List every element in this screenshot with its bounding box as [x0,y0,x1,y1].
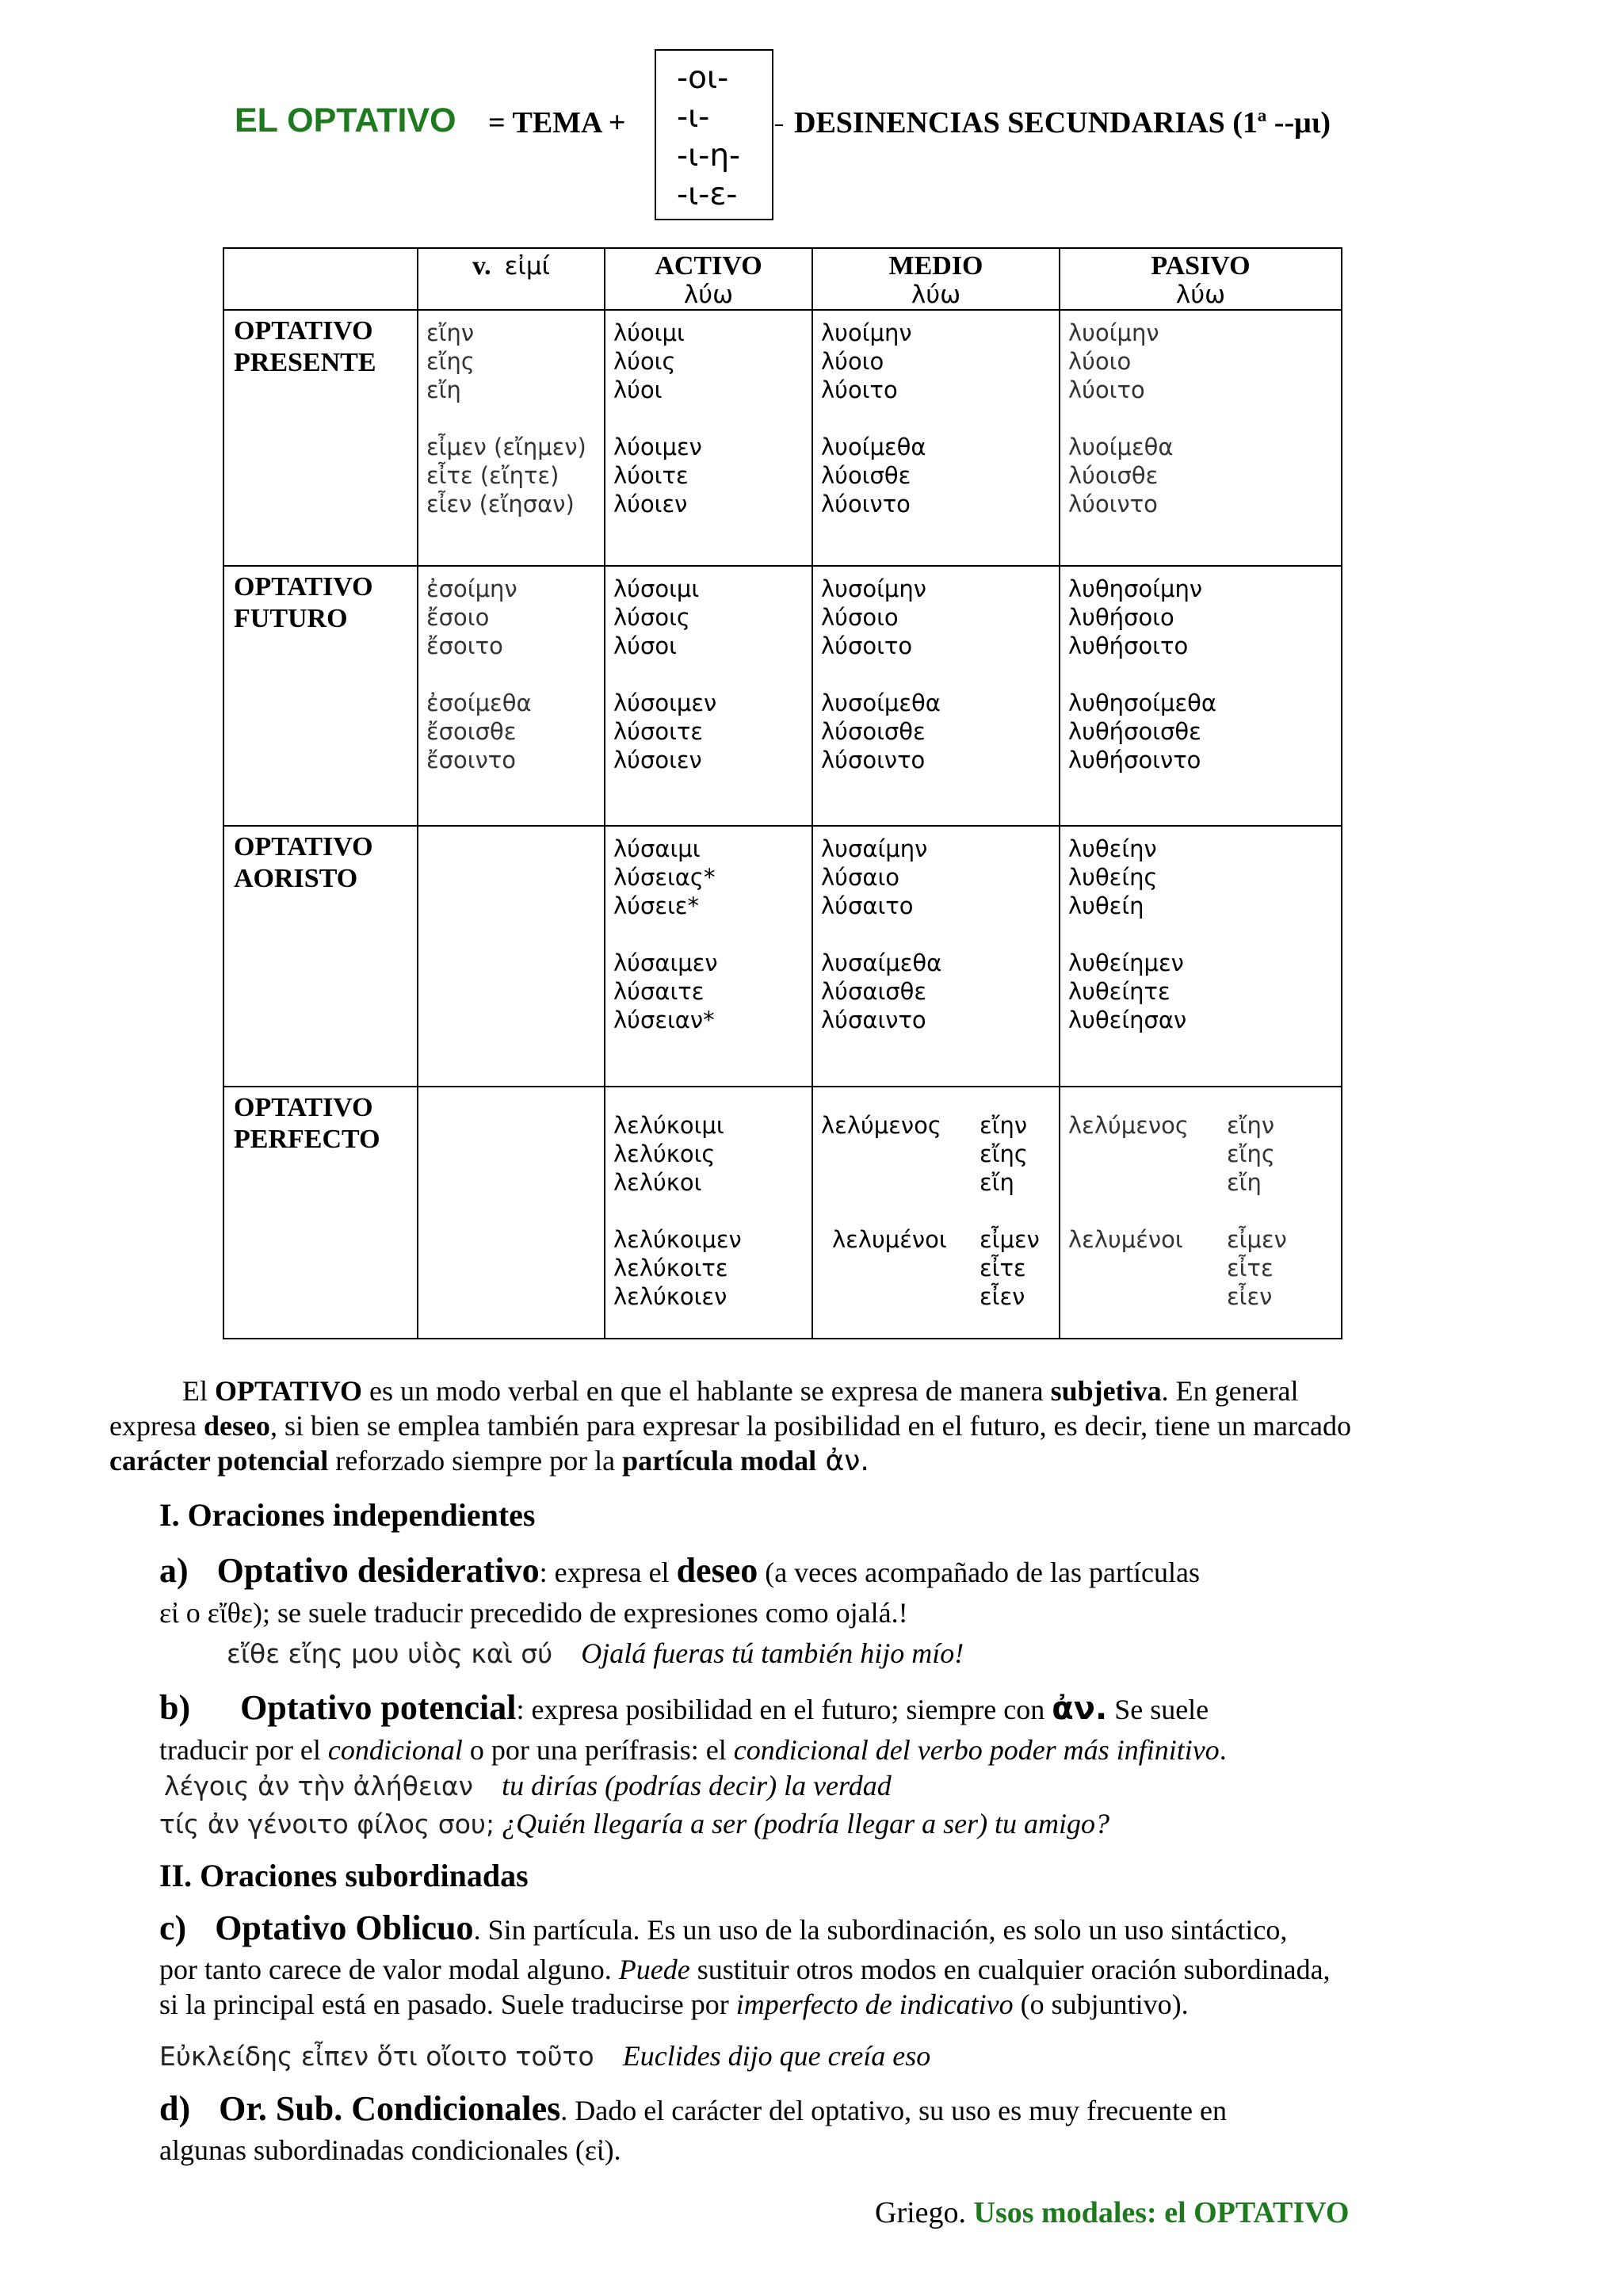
col-header-activo: ACTIVO λύω [605,248,812,310]
subsection-c: c) Optativo Oblicuo. Sin partícula. Es un uso de la subordinación, es solo un uso sintáctico, [159,1908,1288,1947]
stem-ie: -ι-η- [677,138,741,174]
subsection-b: b) Optativo potencial: expresa posibilidad en el futuro; siempre con ἀν. Se suele [159,1688,1209,1727]
row-heading: OPTATIVO AORISTO [223,826,418,1087]
subsection-d-line2: algunas subordinadas condicionales (εἰ). [159,2134,621,2166]
subsection-b-line2: traducir por el condicional o por una perífrasis: el condicional del verbo poder más infinitivo. [159,1734,1227,1766]
table-row [223,566,1342,826]
cell-activo: λύσοιμι λύσοις λύσοι λύσοιμεν λύσοιτε λύσοιεν [605,566,812,826]
cell-medio: λελύμενος εἴην εἴης εἴη λελυμένοι εἶμεν εἶτε εἶεν [812,1087,1060,1339]
title-dash [775,124,783,126]
cell-medio: λυσοίμην λύσοιο λύσοιτο λυσοίμεθα λύσοισθε λύσοιντο [812,566,1060,826]
table-row [223,310,1342,566]
example-potencial-2: τίς ἀν γένοιτο φίλος σου; ¿Quién llegaría a ser (podría llegar a ser) tu amigo? [159,1808,1110,1839]
subsection-c-line3: si la principal está en pasado. Suele traducirse por imperfecto de indicativo (o subjuntivo). [159,1988,1189,2020]
stem-ie2: -ι-ε- [677,177,738,212]
cell-pasivo: λυθείην λυθείης λυθείη λυθείημεν λυθείητε λυθείησαν [1060,826,1342,1087]
table-header-row [223,248,1342,310]
stem-oi: -οι- [677,60,729,96]
col-header-medio: MEDIO λύω [812,248,1060,310]
table-row [223,826,1342,1087]
example-oblicuo: Εὐκλείδης εἶπεν ὅτι οἴοιτο τοῦτο Euclides dijo que creía eso [159,2040,931,2072]
stem-i: -ι- [677,99,710,135]
title-desinences: DESINENCIAS SECUNDARIAS (1ª --μι) [794,106,1331,139]
table-row [223,1087,1342,1339]
cell-pasivo: λυθησοίμην λυθήσοιο λυθήσοιτο λυθησοίμεθα λυθήσοισθε λυθήσοιντο [1060,566,1342,826]
cell-eimi: ἐσοίμην ἔσοιο ἔσοιτο ἐσοίμεθα ἔσοισθε ἔσοιντο [418,566,605,826]
page-footer: Griego. Usos modales: el OPTATIVO [875,2196,1350,2229]
intro-line-1: El OPTATIVO es un modo verbal en que el hablante se expresa de manera subjetiva. En general [182,1375,1299,1407]
row-heading: OPTATIVO PERFECTO [223,1087,418,1339]
cell-eimi-empty [418,826,605,1087]
subsection-a: a) Optativo desiderativo: expresa el deseo (a veces acompañado de las partículas [159,1551,1200,1590]
stem-box [655,49,773,220]
page-title: EL OPTATIVO [235,101,456,139]
col-header-eimi: v. εἰμί [418,248,605,310]
subsection-a-line2: εἰ o εἴθε); se suele traducir precedido de expresiones como ojalá.! [159,1597,908,1629]
cell-medio: λυσαίμην λύσαιο λύσαιτο λυσαίμεθα λύσαισθε λύσαιντο [812,826,1060,1087]
cell-activo: λύοιμι λύοις λύοι λύοιμεν λύοιτε λύοιεν [605,310,812,566]
row-heading: OPTATIVO FUTURO [223,566,418,826]
example-potencial-1: λέγοις ἀν τὴν ἀλήθειαν tu dirías (podrías decir) la verdad [164,1770,892,1801]
conjugation-table [223,247,1342,1339]
section-heading-independientes: I. Oraciones independientes [159,1497,536,1533]
col-header-pasivo: PASIVO λύω [1060,248,1342,310]
corner-cell [223,248,418,310]
example-desiderativo: εἴθε εἴης μου υἱὸς καὶ σύ Ojalá fueras tú también hijo mío! [227,1637,964,1669]
intro-line-2: expresa deseo, si bien se emplea también para expresar la posibilidad en el futuro, es decir, tiene un marcado [109,1410,1351,1442]
cell-medio: λυοίμην λύοιο λύοιτο λυοίμεθα λύοισθε λύοιντο [812,310,1060,566]
cell-activo: λελύκοιμι λελύκοις λελύκοι λελύκοιμεν λελύκοιτε λελύκοιεν [605,1087,812,1339]
title-equals-tema: = TEMA + [488,106,626,139]
subsection-d: d) Or. Sub. Condicionales. Dado el carácter del optativo, su uso es muy frecuente en [159,2089,1227,2128]
cell-eimi: εἴην εἴης εἴη εἶμεν (εἴημεν) εἶτε (εἴητε) εἶεν (εἴησαν) [418,310,605,566]
row-heading: OPTATIVO PRESENTE [223,310,418,566]
section-heading-subordinadas: II. Oraciones subordinadas [159,1858,529,1893]
cell-activo: λύσαιμι λύσειας* λύσειε* λύσαιμεν λύσαιτε λύσειαν* [605,826,812,1087]
cell-eimi-empty [418,1087,605,1339]
intro-line-3: carácter potencial reforzado siempre por la partícula modal ἀν. [109,1445,869,1477]
cell-pasivo: λυοίμην λύοιο λύοιτο λυοίμεθα λύοισθε λύοιντο [1060,310,1342,566]
subsection-c-line2: por tanto carece de valor modal alguno. Puede sustituir otros modos en cualquier oración subordinada, [159,1954,1331,1985]
cell-pasivo: λελύμενος εἴην εἴης εἴη λελυμένοι εἶμεν εἶτε εἶεν [1060,1087,1342,1339]
